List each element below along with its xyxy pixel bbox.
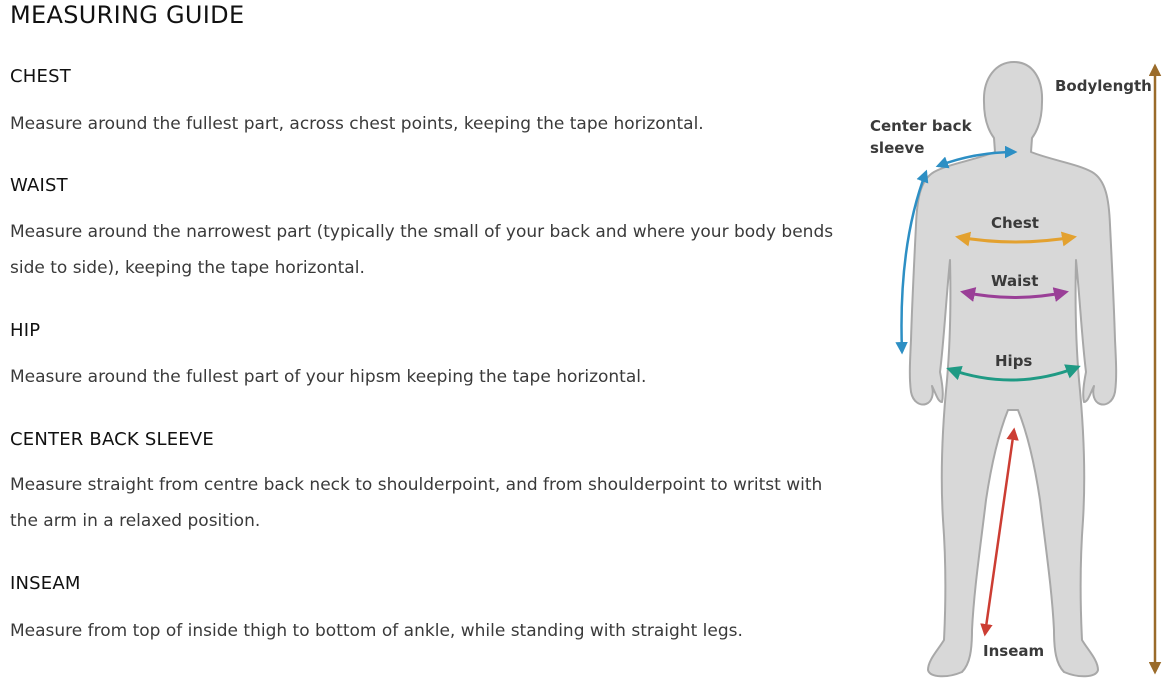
page-title: MEASURING GUIDE [10, 1, 245, 29]
section-text-hip: Measure around the fullest part of your hipsm keeping the tape horizontal. [10, 367, 647, 387]
section-text-center-back-sleeve: Measure straight from centre back neck to shoulderpoint, and from shoulderpoint to writst with the arm in a relaxed position. [10, 475, 823, 531]
section-text-chest: Measure around the fullest part, across chest points, keeping the tape horizontal. [10, 114, 704, 134]
section-heading-waist: WAIST [10, 175, 68, 196]
section-heading-hip: HIP [10, 320, 41, 341]
body-measurement-figure [850, 50, 1169, 690]
section-text-inseam: Measure from top of inside thigh to bottom of ankle, while standing with straight legs. [10, 621, 743, 641]
section-heading-chest: CHEST [10, 66, 71, 87]
section-text-waist: Measure around the narrowest part (typically the small of your back and where your body bends side to side), keeping the tape horizontal. [10, 222, 834, 278]
hips-label: Hips [995, 352, 1033, 370]
waist-label: Waist [991, 272, 1039, 290]
center-back-sleeve-label-line1: Center back [870, 117, 972, 135]
inseam-label: Inseam [983, 642, 1045, 660]
bodylength-label: Bodylength [1055, 77, 1152, 95]
section-heading-inseam: INSEAM [10, 573, 81, 594]
center-back-sleeve-label-line2: sleeve [870, 139, 925, 157]
chest-label: Chest [991, 214, 1039, 232]
section-heading-center-back-sleeve: CENTER BACK SLEEVE [10, 429, 214, 450]
